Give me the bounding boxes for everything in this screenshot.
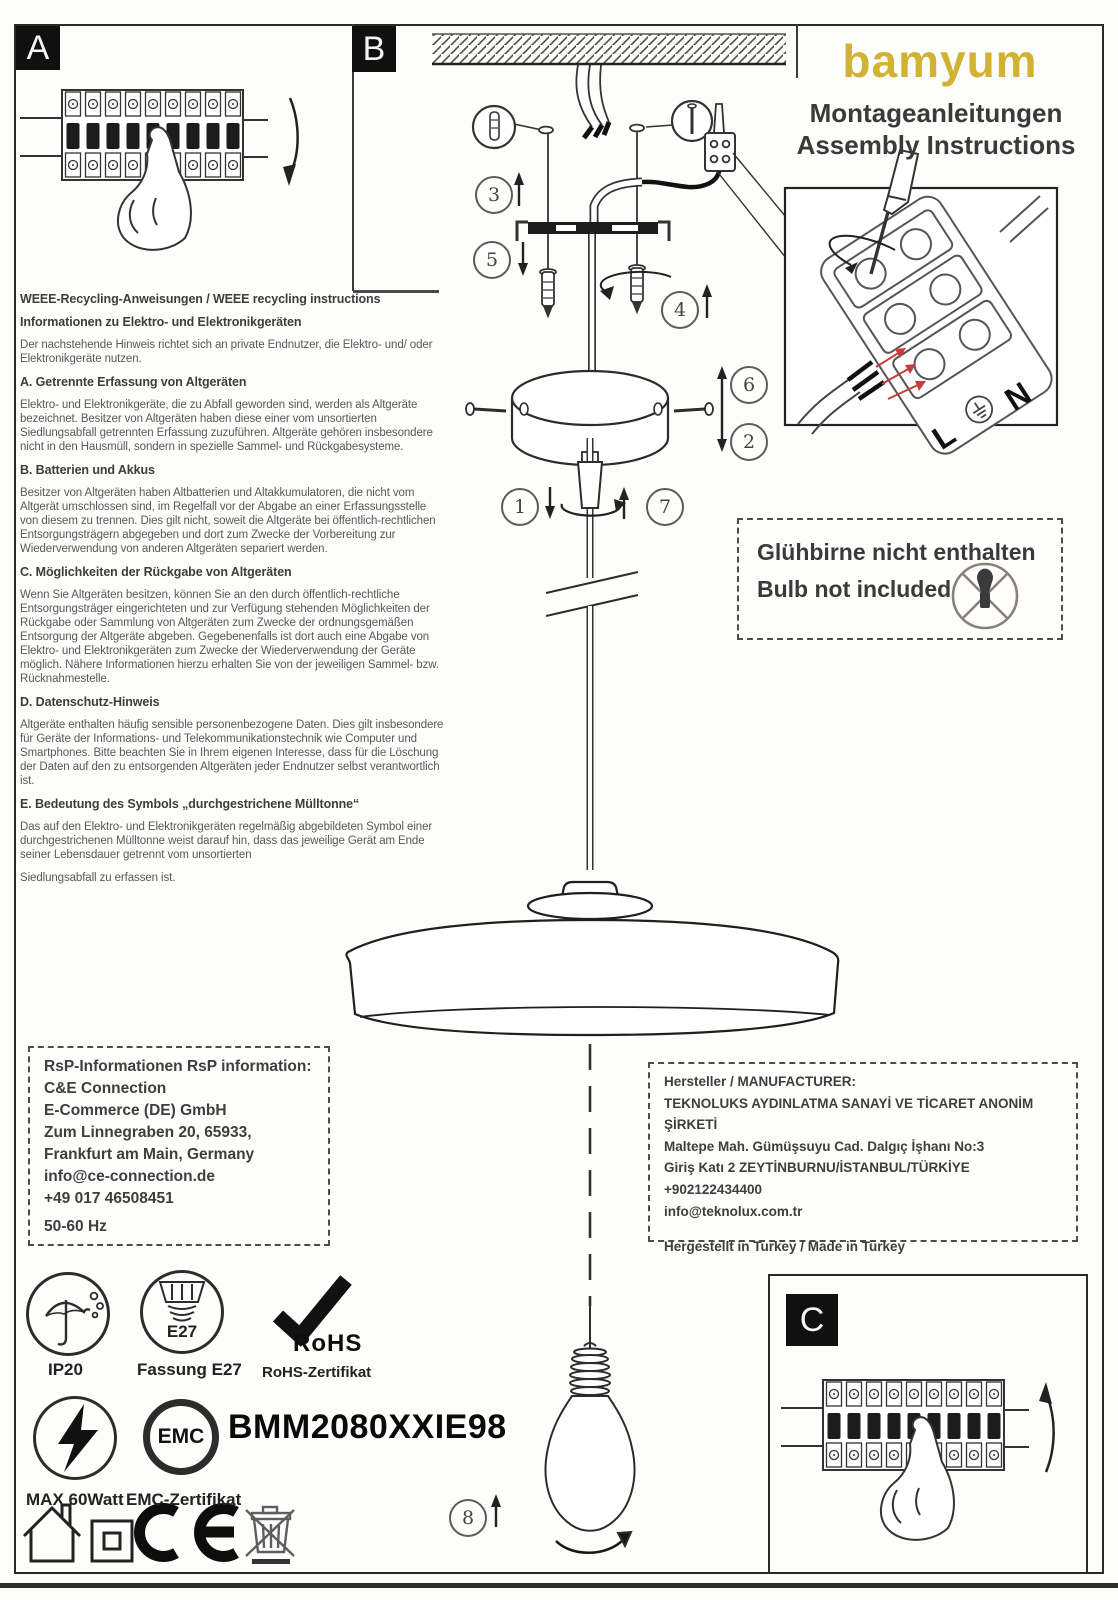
step-1-number: 1 [513,496,527,518]
ceiling [432,34,786,64]
step-2-badge [730,423,768,461]
manufacturer-box [648,1062,1078,1255]
manufacturer-origin: Hergestellt in Turkey / Made in Turkey [664,1239,906,1255]
power-on-arrow [1039,1382,1052,1404]
panel-label-c [786,1294,838,1346]
manufacturer-address2: Giriş Katı 2 ZEYTİNBURNU/İSTANBUL/TÜRKİYE [664,1160,970,1176]
power-off-arrow [283,164,296,186]
weee-e-body2: Siedlungsabfall zu erfassen ist. [20,872,176,885]
ip20-badge [26,1272,110,1356]
weee-c-title: C. Möglichkeiten der Rückgabe von Altgeräten [20,565,292,580]
weee-d-body: Altgeräte enthalten häufig sensible personenbezogene Daten. Dies gilt insbesondere für Geräte der Informations- und Telekommunikationstechnik wie Computer und Smartphones. Bitte beachten Sie in Ihrem eigenen Interesse, dass für die Löschung der Daten auf den zu entsorgenden Altgeräten jeder Endnutzer selbst verantwortlich ist. [20,719,444,788]
house-icon [24,1505,80,1561]
emc-label: EMC-Zertifikat [126,1490,242,1509]
anchor-detail-left [473,106,542,148]
step-7-badge [646,488,684,526]
breaker-panel-a [20,90,298,250]
light-bulb [546,1302,635,1553]
terminal-label-live: L [925,415,962,457]
terminal-block [642,104,800,258]
rohs-mark: RoHS [293,1330,363,1357]
anchor-detail-right [646,101,712,141]
panel-label-c-text: C [799,1300,825,1339]
bulb-notice-en: Bulb not included [757,576,952,603]
manufacturer-email: info@teknolux.com.tr [664,1203,803,1219]
weee-a-body: Elektro- und Elektronikgeräte, die zu Abfall geworden sind, werden als Altgeräte bezeichnet. Besitzer von Altgeräten haben diese einer vom unsortierten Siedlungsabfall getrennten Erfassung zuzuführen. Altgeräte gehören insbesondere nicht in den Hausmüll, sondern in spezielle Sammel- und Rückgabesysteme. [20,399,433,454]
weee-e-body: Das auf den Elektro- und Elektronikgeräten regelmäßig abgebildeten Symbol einer durchgestrichenen Mülltonne weist darauf hin, dass das jeweilige Gerät am Ende seiner Lebensdauer getrennt vom unsortierten [20,821,433,862]
rsp-frequency: 50-60 Hz [44,1218,107,1235]
rsp-title: RsP-Informationen RsP information: [44,1058,312,1075]
weee-e-title: E. Bedeutung des Symbols „durchgestrichene Mülltonne“ [20,797,360,812]
rohs-label: RoHS-Zertifikat [262,1364,372,1381]
manufacturer-title: Hersteller / MANUFACTURER: [664,1074,857,1089]
rsp-email: info@ce-connection.de [44,1168,215,1185]
manufacturer-address1: Maltepe Mah. Gümüşsuyu Cad. Dalgıç İşhanı No:3 [664,1138,985,1154]
weee-b-body: Besitzer von Altgeräten haben Altbatterien und Altakkumulatoren, die nicht vom Altgerät umschlossen sind, im Regelfall vor der Abgabe an einer Erfassungsstelle von diesem zu trennen. Dies gilt nicht, soweit die Altgeräte bei öffentlich-rechtlichen Entsorgungsträgern abgegeben und dort zum Zwecke der Vorbereitung zur Wiederverwendung von anderen Altgeräten separiert werden. [20,487,436,556]
step-8-badge [449,1499,487,1537]
socket-badge [140,1270,224,1354]
rsp-address1: Zum Linnegraben 20, 65933, [44,1124,252,1141]
step-8-number: 8 [461,1507,475,1529]
step-3-badge [475,176,513,214]
manufacturer-name: TEKNOLUKS AYDINLATMA SANAYİ VE TİCARET ANONİM ŞİRKETİ [664,1095,1034,1133]
weee-a-title: A. Getrennte Erfassung von Altgeräten [20,375,247,390]
document-title [790,98,1082,161]
step-7-number: 7 [658,496,672,518]
step-5-badge [473,241,511,279]
weee-subheading: Informationen zu Elektro- und Elektronikgeräten [20,315,302,329]
document-title-de: Montageanleitungen [809,98,1063,128]
class2-icon [92,1521,132,1561]
weee-intro: Der nachstehende Hinweis richtet sich an private Endnutzer, die Elektro- und/ oder Elektronikgeräte nutzen. [20,339,433,366]
breaker-panel-c [781,1380,1054,1540]
rsp-company2: E-Commerce (DE) GmbH [44,1102,227,1119]
rsp-phone: +49 017 46508451 [44,1190,174,1207]
step-1-badge [501,488,539,526]
panel-label-b-text: B [362,29,386,68]
terminal-label-neutral: N [998,374,1038,418]
lampshade [346,882,838,1035]
panel-label-b [352,26,396,72]
bulb-notice-box [737,518,1063,640]
bulb-notice-de: Glühbirne nicht enthalten [757,539,1036,565]
weee-heading: WEEE-Recycling-Anweisungen / WEEE recycling instructions [20,292,381,306]
emc-badge-text: EMC [157,1425,205,1448]
weee-c-body: Wenn Sie Altgeräten besitzen, können Sie an den durch öffentlich-rechtliche Entsorgungsträger eingerichteten und zur Verfügung stehenden Möglichkeiten der Rückgabe oder Sammlung von Altgeräten zum Zwecke der ordnungsgemäßen Entsorgung der Altgeräte abgeben. Gegebenenfalls ist dort auch eine Abgabe von Elektro- und Elektronikgeräten zum Zwecke der Wiederverwendung der Geräte möglich. Nähere Informationen hierzu erhalten Sie von der jeweiligen Sammel- bzw. Rücknahmestelle. [20,589,439,686]
manufacturer-phone: +902122434400 [664,1181,762,1197]
step-2-number: 2 [742,431,756,453]
rohs-check-icon [278,1280,346,1336]
wiring-detail [785,150,1061,466]
max-watt-badge [33,1396,117,1480]
weee-d-title: D. Datenschutz-Hinweis [20,695,160,710]
rsp-address2: Frankfurt am Main, Germany [44,1146,255,1163]
panel-label-a-text: A [26,28,50,67]
rsp-company: C&E Connection [44,1080,167,1097]
step-4-badge [661,291,699,329]
socket-label: Fassung E27 [137,1360,242,1379]
max-watt-label: MAX 60Watt [26,1490,124,1509]
model-code: BMM2080XXIE98 [228,1408,507,1446]
emc-badge [143,1399,219,1475]
panel-label-a [16,26,60,70]
step-6-number: 6 [742,374,756,396]
supply-wires [576,65,609,138]
weee-bin-icon [246,1507,294,1564]
document-title-en: Assembly Instructions [796,129,1076,160]
socket-badge-text: E27 [166,1322,198,1341]
rsp-info-box [28,1046,330,1246]
conduit [594,182,642,228]
step-6-badge [730,366,768,404]
ce-mark-icon [140,1509,236,1557]
step-5-number: 5 [485,249,499,271]
step-4-number: 4 [673,299,687,321]
weee-b-title: B. Batterien und Akkus [20,463,155,478]
ip20-label: IP20 [48,1360,83,1379]
weee-section [20,292,444,894]
brand-logo: bamyum [842,35,1038,87]
step-3-number: 3 [487,184,501,206]
